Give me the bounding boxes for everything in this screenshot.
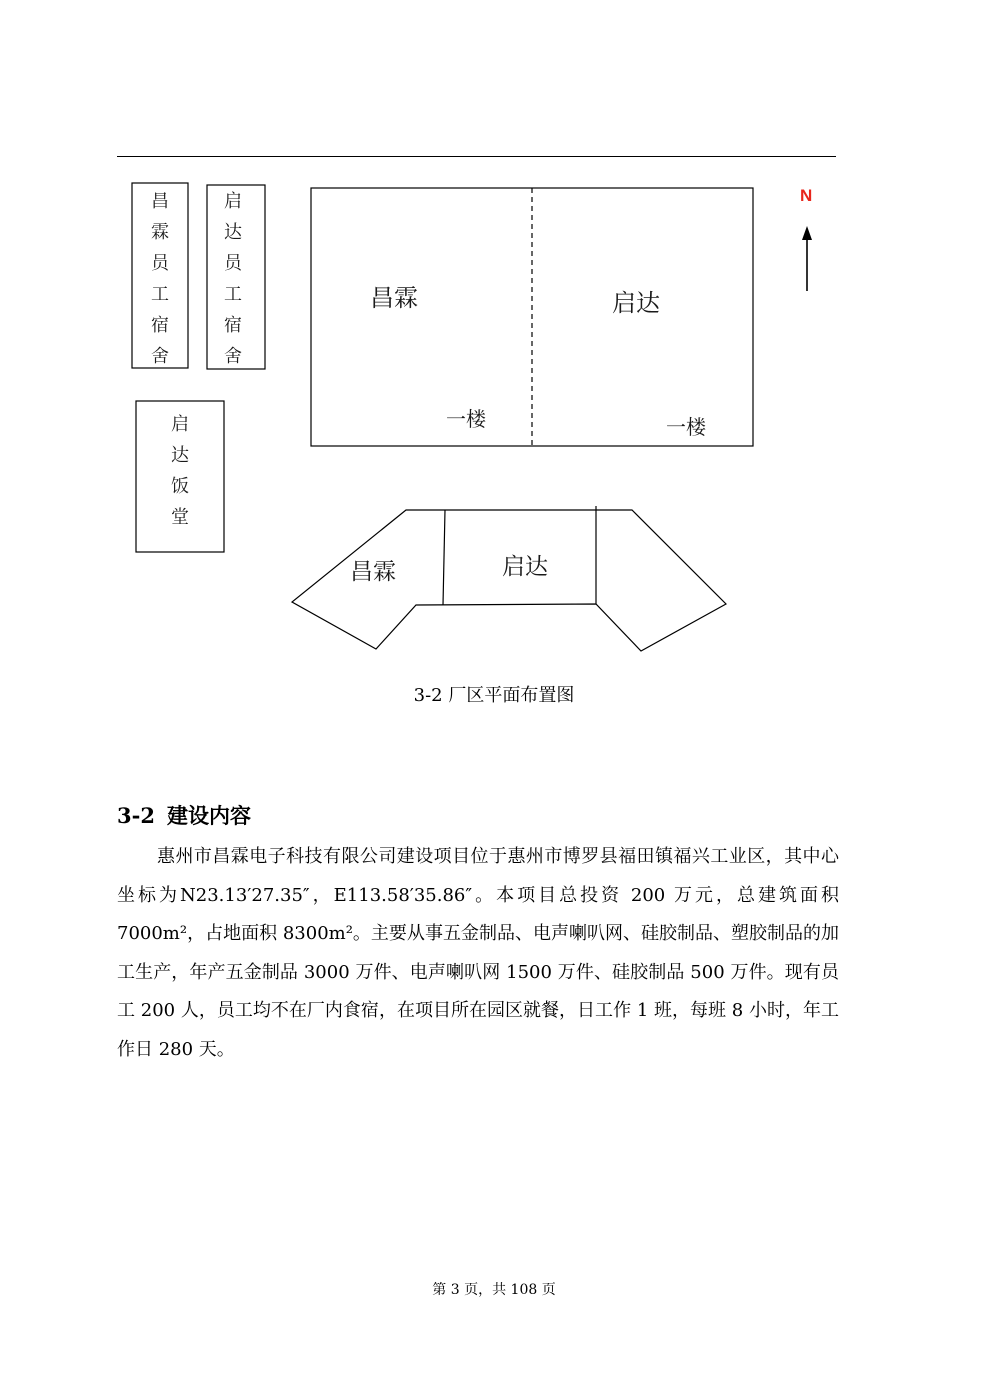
qida-dorm-char: 舍: [224, 346, 242, 367]
body-paragraph: 惠州市昌霖电子科技有限公司建设项目位于惠州市博罗县福田镇福兴工业区，其中心坐标为N23.13′27.35″，E113.58′35.86″。本项目总投资 200 万元，总建筑面积 7000m²，占地面积 8300m²。主要从事五金制品、电声喇叭网、硅胶制品、塑胶制品的加工生产，年产五金制品 3000 万件、电声喇叭网 1500 万件、硅胶制品 500 万件。现有员工 200 人，员工均不在厂内食宿，在项目所在园区就餐，日工作 1 班，每班 8 小时，年工作日 280 天。: [117, 846, 839, 1060]
section-number: 3-2: [117, 803, 155, 828]
building-right-label: 启达: [612, 289, 660, 317]
qida-dorm-char: 宿: [224, 315, 242, 336]
qida-dorm-char: 达: [224, 222, 242, 243]
figure-caption: 3-2 厂区平面布置图: [413, 685, 575, 706]
qida-canteen-char: 启: [171, 414, 189, 435]
changlin-dorm-char: 舍: [151, 346, 169, 367]
changlin-dorm-char: 霖: [151, 222, 169, 243]
qida-dorm-char: 员: [224, 253, 242, 274]
qida-dorm-char: 工: [224, 284, 242, 305]
qida-canteen-char: 饭: [171, 476, 189, 497]
floor-right-label: 一楼: [666, 415, 706, 439]
qida-dorm-char: 启: [224, 191, 242, 212]
page-footer: 第 3 页，共 108 页: [432, 1282, 556, 1298]
changlin-dorm-char: 员: [151, 253, 169, 274]
hex-left-label: 昌霖: [350, 559, 396, 585]
floor-left-label: 一楼: [446, 407, 486, 431]
qida-canteen-char: 达: [171, 445, 189, 466]
qida-dorm-box: [207, 185, 265, 369]
building-left-label: 昌霖: [370, 284, 418, 312]
qida-canteen-label: [171, 414, 189, 528]
section-title: 建设内容: [166, 803, 251, 828]
hex-middle-label: 启达: [502, 554, 548, 580]
changlin-dorm-char: 工: [151, 284, 169, 305]
north-arrow-head: [802, 226, 812, 240]
hex-divider-left: [443, 510, 445, 605]
changlin-dorm-label: [151, 191, 171, 367]
qida-canteen-char: 堂: [171, 507, 189, 528]
north-label: N: [800, 186, 813, 205]
changlin-dorm-char: 宿: [151, 315, 169, 336]
site-plan-diagram: [0, 0, 988, 670]
qida-dorm-label: [224, 191, 244, 367]
section-heading: [117, 800, 263, 830]
changlin-dorm-char: 昌: [151, 191, 169, 212]
